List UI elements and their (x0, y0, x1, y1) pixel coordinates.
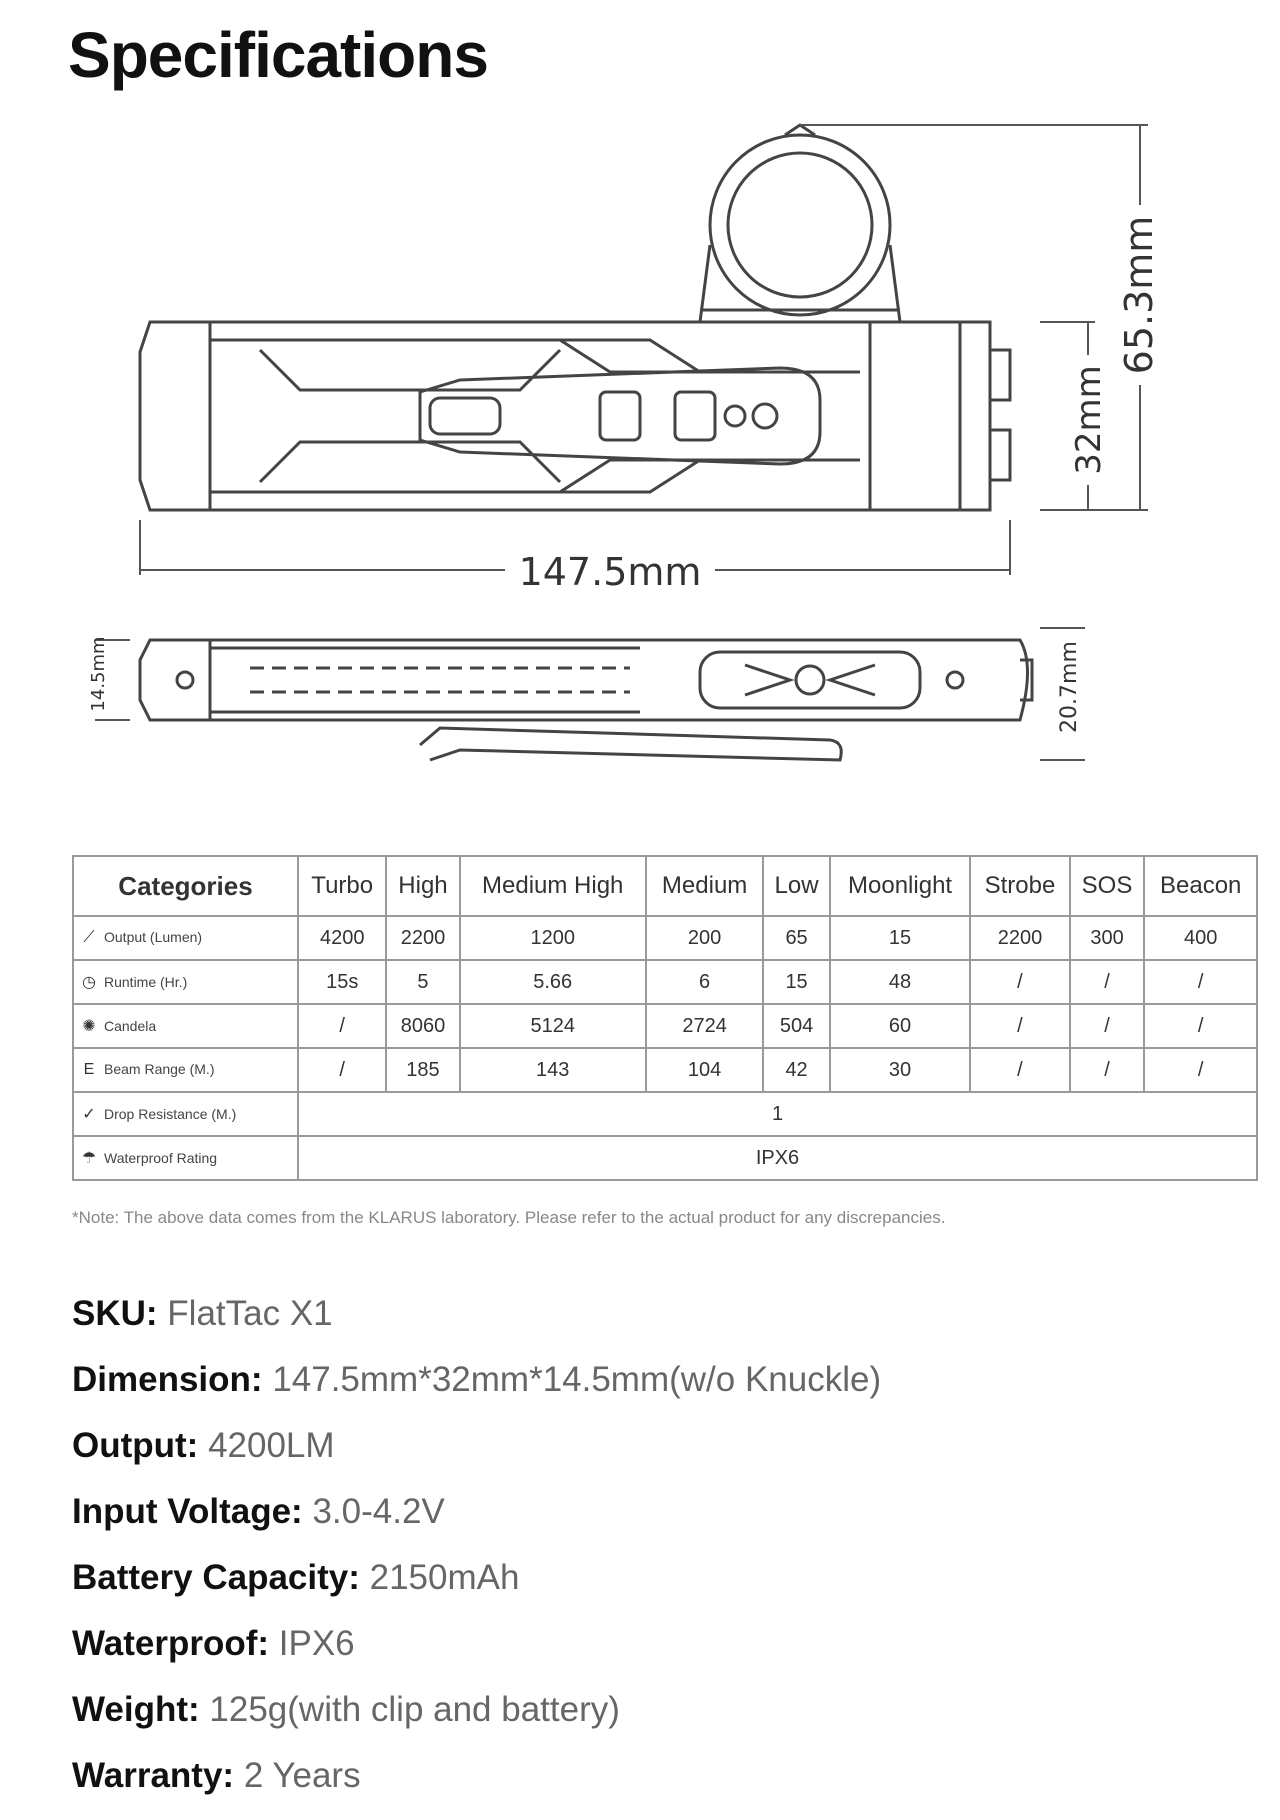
table-row-waterproof (73, 1136, 1257, 1180)
mode-header: Medium (646, 856, 763, 916)
spec-warranty (72, 1754, 881, 1820)
mode-header: Beacon (1144, 856, 1257, 916)
table-cell: 15s (298, 960, 386, 1004)
spec-value: 4200LM (208, 1426, 335, 1465)
table-cell: 65 (763, 916, 830, 960)
table-cell: 5 (386, 960, 459, 1004)
table-cell: 400 (1144, 916, 1257, 960)
length-dimension: 147.5mm (518, 550, 702, 594)
spec-battery-capacity (72, 1556, 881, 1622)
table-cell: 2724 (646, 1004, 763, 1048)
width-dimension: 32mm (1069, 365, 1109, 475)
spec-weight (72, 1688, 881, 1754)
table-cell: / (1070, 1048, 1145, 1092)
mode-header: Moonlight (830, 856, 970, 916)
row-label: Runtime (Hr.) (104, 974, 188, 990)
spec-sku (72, 1292, 881, 1358)
runtime-icon: ◷ (82, 974, 96, 991)
spec-output (72, 1424, 881, 1490)
table-cell: 8060 (386, 1004, 459, 1048)
table-cell: 30 (830, 1048, 970, 1092)
table-cell: 15 (763, 960, 830, 1004)
spec-value: IPX6 (278, 1624, 355, 1663)
table-cell: 504 (763, 1004, 830, 1048)
mode-header: SOS (1070, 856, 1145, 916)
spec-value: FlatTac X1 (167, 1294, 333, 1333)
spec-waterproof (72, 1622, 881, 1688)
row-label: Candela (104, 1018, 157, 1034)
thickness-dimension: 14.5mm (88, 636, 109, 712)
table-row-runtime (73, 960, 1257, 1004)
table-cell: IPX6 (298, 1136, 1257, 1180)
table-cell: / (970, 960, 1069, 1004)
table-cell: 1 (298, 1092, 1257, 1136)
table-cell: 1200 (460, 916, 646, 960)
table-row-drop-resistance (73, 1092, 1257, 1136)
spec-key: SKU: (72, 1294, 158, 1333)
height-dimension: 65.3mm (1117, 215, 1161, 375)
spec-key: Weight: (72, 1690, 200, 1729)
row-label: Beam Range (M.) (104, 1061, 215, 1077)
spec-key: Battery Capacity: (72, 1558, 360, 1597)
table-cell: 42 (763, 1048, 830, 1092)
table-row-candela (73, 1004, 1257, 1048)
spec-key: Output: (72, 1426, 199, 1465)
row-label: Waterproof Rating (104, 1150, 218, 1166)
table-cell: 4200 (298, 916, 386, 960)
table-cell: / (970, 1048, 1069, 1092)
table-cell: 185 (386, 1048, 459, 1092)
spec-dimension (72, 1358, 881, 1424)
spec-table (72, 855, 1258, 1181)
table-cell: 2200 (386, 916, 459, 960)
spec-value: 147.5mm*32mm*14.5mm(w/o Knuckle) (272, 1360, 882, 1399)
spec-key: Input Voltage: (72, 1492, 303, 1531)
spec-key: Waterproof: (72, 1624, 270, 1663)
table-cell: / (298, 1004, 386, 1048)
waterproof-icon: ☂ (81, 1150, 97, 1167)
table-cell: 5124 (460, 1004, 646, 1048)
spec-key: Warranty: (72, 1756, 235, 1795)
spec-value: 2150mAh (369, 1558, 520, 1597)
table-cell: / (1070, 1004, 1145, 1048)
table-cell: 2200 (970, 916, 1069, 960)
table-row-beam-range (73, 1048, 1257, 1092)
spec-value: 3.0-4.2V (312, 1492, 445, 1531)
max-thickness-dimension: 20.7mm (1057, 641, 1082, 733)
table-cell: 104 (646, 1048, 763, 1092)
table-cell: 6 (646, 960, 763, 1004)
technical-drawing (0, 0, 1280, 820)
table-cell: 200 (646, 916, 763, 960)
table-cell: / (298, 1048, 386, 1092)
table-cell: 48 (830, 960, 970, 1004)
table-cell: / (1144, 1048, 1257, 1092)
table-cell: 143 (460, 1048, 646, 1092)
output-icon: ⟋ (83, 929, 95, 946)
spec-list (72, 1292, 881, 1820)
spec-key: Dimension: (72, 1360, 263, 1399)
mode-header: Medium High (460, 856, 646, 916)
disclaimer-note: *Note: The above data comes from the KLARUS laboratory. Please refer to the actual product for any discrepancies. (72, 1208, 946, 1227)
table-cell: 5.66 (460, 960, 646, 1004)
table-row-output (73, 916, 1257, 960)
spec-value: 125g(with clip and battery) (209, 1690, 620, 1729)
mode-header: Low (763, 856, 830, 916)
drop-icon: ✓ (82, 1106, 96, 1123)
row-label: Output (Lumen) (104, 929, 203, 945)
table-cell: 15 (830, 916, 970, 960)
table-cell: / (1144, 960, 1257, 1004)
page-title: Specifications (68, 19, 488, 91)
beam-range-icon: E (83, 1061, 95, 1078)
table-cell: / (1144, 1004, 1257, 1048)
row-label: Drop Resistance (M.) (104, 1106, 237, 1122)
mode-header: Strobe (970, 856, 1069, 916)
mode-header: Turbo (298, 856, 386, 916)
spec-value: 2 Years (243, 1756, 361, 1795)
candela-icon: ✺ (82, 1018, 96, 1035)
table-cell: 300 (1070, 916, 1145, 960)
table-cell: / (970, 1004, 1069, 1048)
categories-header: Categories (73, 856, 298, 916)
spec-input-voltage (72, 1490, 881, 1556)
mode-header: High (386, 856, 459, 916)
table-cell: 60 (830, 1004, 970, 1048)
table-header-row (73, 856, 1257, 916)
table-cell: / (1070, 960, 1145, 1004)
